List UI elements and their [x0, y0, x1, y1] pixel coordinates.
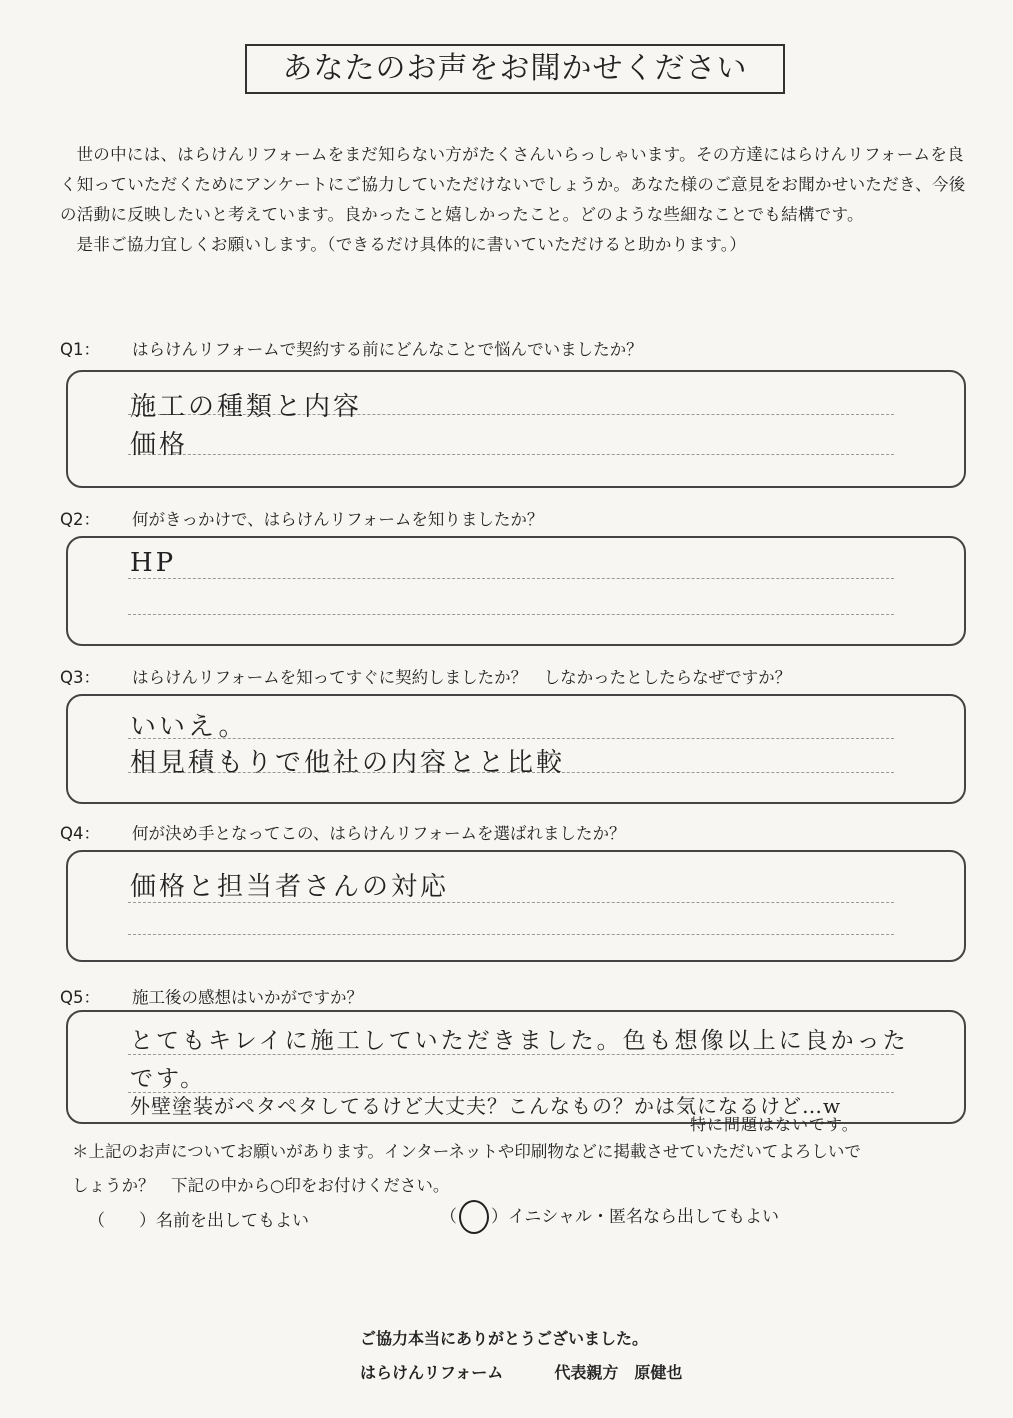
intro-text	[60, 140, 970, 260]
option-name-ok-checkbox[interactable]: （ ）	[88, 1211, 156, 1231]
answer-3-line-1: いいえ。	[130, 712, 248, 742]
answer-1-line-1: 施工の種類と内容	[130, 392, 363, 422]
intro-paragraph-1: 世の中には、はらけんリフォームをまだ知らない方がたくさんいらっしゃいます。その方達にはらけんリフォームを良く知っていただくためにアンケートにご協力していただけないでしょうか。あなた様のご意見をお聞かせいただき、今後の活動に反映したいと考えています。良かったこと嬉しかったこと。どのような些細なことでも結構です。	[60, 145, 966, 224]
option-initial-ok-checkbox[interactable]: （ ）	[440, 1207, 508, 1227]
option-name-ok[interactable]	[88, 1206, 309, 1231]
question-1: Q1： はらけんリフォームで契約する前にどんなことで悩んでいましたか？	[60, 340, 643, 359]
answer-5-line-1: とてもキレイに施工していただきました。色も想像以上に良かった	[130, 1028, 909, 1054]
intro-paragraph-2: 是非ご協力宜しくお願いします。（できるだけ具体的に書いていただけると助かります。）	[76, 235, 747, 254]
answer-1-line-2: 価格	[130, 430, 189, 460]
thanks-text: ご協力本当にありがとうございました。	[360, 1329, 649, 1348]
question-4: Q4： 何が決め手となってこの、はらけんリフォームを選ばれましたか？	[60, 824, 626, 843]
question-3: Q3： はらけんリフォームを知ってすぐに契約しましたか？ しなかったとしたらなぜですか？	[60, 668, 792, 687]
answer-2-line-1: HP	[130, 548, 177, 578]
answer-4-line-1: 価格と担当者さんの対応	[130, 872, 450, 902]
answer-5-line-2: です。	[130, 1066, 207, 1092]
footer-signature	[360, 1360, 682, 1383]
page-title: あなたのお声をお聞かせください	[245, 44, 785, 94]
representative-name: 代表親方 原健也	[554, 1363, 683, 1382]
selected-circle-mark	[459, 1200, 489, 1234]
company-name: はらけんリフォーム	[360, 1363, 504, 1382]
publication-note-2: しょうか？ 下記の中から○印をお付けください。	[72, 1176, 450, 1195]
answer-5-line-4: 特に問題はないです。	[690, 1115, 859, 1134]
option-initial-ok-label: イニシャル・匿名なら出してもよい	[508, 1207, 779, 1227]
answer-box-2	[66, 536, 966, 646]
option-initial-ok[interactable]	[440, 1200, 779, 1234]
answer-5-line-3: 外壁塗装がペタペタしてるけど大丈夫？こんなもの？かは気になるけど…w	[130, 1094, 842, 1118]
question-2: Q2： 何がきっかけで、はらけんリフォームを知りましたか？	[60, 510, 544, 529]
question-5: Q5： 施工後の感想はいかがですか？	[60, 988, 363, 1007]
answer-3-line-2: 相見積もりで他社の内容とと比較	[130, 748, 566, 778]
option-name-ok-label: 名前を出してもよい	[156, 1211, 309, 1231]
publication-note-1: ＊上記のお声についてお願いがあります。インターネットや印刷物などに掲載させていただいてよろしいで	[72, 1142, 861, 1161]
